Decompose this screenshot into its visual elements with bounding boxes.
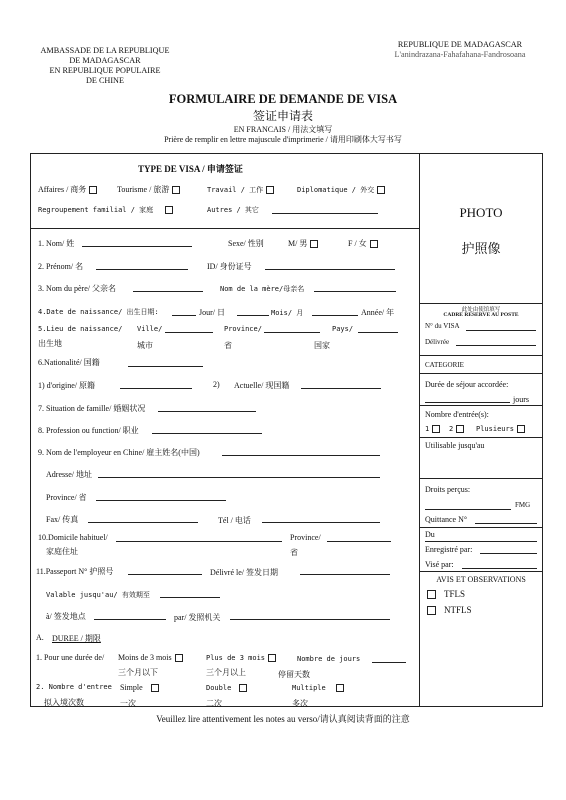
delivre-label: Délivré le/ 签发日期: [210, 568, 278, 577]
employeur-field[interactable]: [222, 455, 380, 456]
form-title-cn: 签证申请表: [252, 109, 313, 123]
delivree-label: Délivrée: [425, 338, 450, 346]
divider: [420, 571, 543, 572]
embassy-line: EN REPUBLIQUE POPULAIRE: [49, 66, 161, 75]
checkbox[interactable]: [377, 186, 385, 194]
moins-cn-label: 三个月以下: [118, 668, 158, 677]
quittance-field[interactable]: [475, 523, 537, 524]
fax-label: Fax/ 传真: [46, 515, 79, 524]
double-cn-label: 二次: [206, 699, 222, 708]
entree-cn-label: 拟入境次数: [44, 698, 84, 707]
nombre-jours-cn-label: 停留天数: [278, 670, 310, 679]
visa-autres-label: Autres / 其它: [207, 206, 259, 214]
photo-label: PHOTO: [459, 205, 503, 220]
divider: [420, 478, 543, 479]
nombre-jours-label: Nombre de jours: [297, 655, 361, 663]
checkbox[interactable]: [239, 684, 247, 692]
double-option[interactable]: [206, 684, 247, 692]
id-field[interactable]: [265, 269, 395, 270]
moins-label: Moins de 3 mois: [118, 653, 172, 662]
actuelle-label: Actuelle/ 现国籍: [234, 381, 290, 390]
province-dom-cn-label: 省: [290, 548, 298, 557]
naissance-label: 4.Date de naissance/ 出生日期:: [38, 308, 159, 316]
checkbox[interactable]: [175, 654, 183, 662]
du-field[interactable]: [425, 541, 537, 542]
language-note: EN FRANCAIS / 用法文填写: [233, 125, 333, 134]
passeport-field[interactable]: [128, 574, 202, 575]
pays-label: Pays/: [332, 325, 354, 333]
enregistre-label: Enregistré par:: [425, 545, 473, 554]
checkbox[interactable]: [151, 684, 159, 692]
prenom-label: 2. Prénom/ 名: [38, 262, 84, 271]
profession-label: 8. Profession ou function/ 职业: [38, 426, 139, 435]
plusieurs-option[interactable]: [476, 425, 525, 433]
origine-label: 1) d'origine/ 原籍: [38, 381, 95, 390]
moins-option[interactable]: [118, 653, 183, 662]
simple-option[interactable]: [120, 683, 159, 692]
province-emp-field[interactable]: [96, 500, 226, 501]
par-field[interactable]: [230, 619, 390, 620]
visa-regroupement-option[interactable]: [38, 205, 173, 215]
province-emp-label: Province/ 省: [46, 493, 87, 502]
nationalite-label: 6.Nationalité/ 国籍: [38, 358, 100, 367]
nombre-entrees-label: Nombre d'entrée(s):: [425, 410, 489, 419]
plus-label: Plus de 3 mois: [206, 654, 266, 662]
simple-label: Simple: [120, 683, 143, 692]
divider: [420, 303, 543, 304]
ville-field[interactable]: [165, 332, 213, 333]
entree-label: 2. Nombre d'entree: [36, 683, 112, 691]
droits-field[interactable]: [425, 509, 511, 510]
instruction-note: Prière de remplir en lettre majuscule d'imprimerie / 请用印刷体大写书写: [164, 135, 402, 144]
sexe-m-option[interactable]: [288, 238, 318, 249]
country-motto: L'anindrazana-Fahafahana-Fandrosoana: [394, 50, 526, 59]
simple-cn-label: 一次: [120, 699, 136, 708]
tel-label: Tél / 电话: [218, 516, 251, 525]
adresse-label: Adresse/ 地址: [46, 470, 92, 479]
a-field[interactable]: [94, 619, 166, 620]
embassy-header: [30, 46, 180, 86]
sexe-f-label: F / 女: [348, 239, 367, 248]
droits-label: Droits perçus:: [425, 485, 471, 494]
pays-field[interactable]: [358, 332, 398, 333]
checkbox[interactable]: [432, 425, 440, 433]
pour-label: 1. Pour une durée de/: [36, 653, 105, 662]
par-label: par/ 发照机关: [174, 613, 221, 622]
checkbox[interactable]: [517, 425, 525, 433]
plusieurs-label: Plusieurs: [476, 425, 514, 433]
nombre-jours-field[interactable]: [372, 662, 406, 663]
visa-no-field[interactable]: [466, 330, 536, 331]
plus-option[interactable]: [206, 654, 276, 662]
actuelle-num: 2): [213, 380, 220, 389]
utilisable-label: Utilisable jusqu'au: [425, 441, 485, 450]
jours-label: jours: [513, 395, 529, 404]
visa-regroupement-label: Regroupement familial / 家庭: [38, 206, 154, 214]
categorie-label: CATEGORIE: [425, 361, 464, 369]
a-label: à/ 签发地点: [46, 612, 86, 621]
sexe-label: Sexe/ 性别: [228, 239, 264, 248]
pere-label: 3. Nom du père/ 父亲名: [38, 284, 116, 293]
pays-cn-label: 国家: [314, 341, 330, 350]
ntfls-label: NTFLS: [444, 605, 472, 615]
province-dom-field[interactable]: [327, 541, 391, 542]
delivre-field[interactable]: [300, 574, 390, 575]
entree-2-label: 2: [449, 425, 454, 433]
domicile-field[interactable]: [116, 541, 282, 542]
divider: [420, 527, 543, 528]
plus-cn-label: 三个月以上: [206, 668, 246, 677]
visa-diplomatique-label: Diplomatique / 外交: [297, 186, 375, 194]
mere-label: Nom de la mère/母亲名: [220, 285, 305, 293]
nom-label: 1. Nom/ 姓: [38, 239, 75, 248]
checkbox[interactable]: [165, 206, 173, 214]
visa-type-heading: TYPE DE VISA / 申请签证: [138, 164, 243, 174]
profession-field[interactable]: [152, 433, 262, 434]
checkbox[interactable]: [456, 425, 464, 433]
jours-field[interactable]: [425, 402, 510, 403]
visa-no-label: N° du VISA: [425, 322, 460, 330]
ville-label: Ville/: [137, 325, 163, 333]
multiple-label: Multiple: [292, 684, 326, 692]
prenom-field[interactable]: [96, 269, 188, 270]
checkbox[interactable]: [310, 240, 318, 248]
double-label: Double: [206, 684, 232, 692]
tfls-option[interactable]: [427, 589, 465, 599]
autres-field[interactable]: [272, 213, 378, 214]
domicile-label: 10.Domicile habituel/: [38, 533, 108, 542]
embassy-line: DE CHINE: [86, 76, 124, 85]
annee-label: Année/ 年: [361, 308, 395, 317]
province-cn-label: 省: [224, 341, 232, 350]
entree-1-label: 1: [425, 425, 430, 433]
country-line: REPUBLIQUE DE MADAGASCAR: [397, 40, 523, 49]
divider: [420, 437, 543, 438]
visa-tourisme-option[interactable]: [117, 184, 180, 195]
footer-note: Veuillez lire attentivement les notes au verso/请认真阅读背面的注意: [156, 714, 410, 724]
checkbox[interactable]: [89, 186, 97, 194]
vise-field[interactable]: [462, 568, 537, 569]
pere-field[interactable]: [133, 291, 203, 292]
mois-label: Mois/ 月: [271, 309, 304, 317]
column-divider: [419, 153, 420, 707]
fmg-label: FMG: [515, 501, 531, 509]
multiple-option[interactable]: [292, 684, 344, 692]
adresse-field[interactable]: [98, 477, 380, 478]
nationalite-field[interactable]: [128, 366, 203, 367]
checkbox[interactable]: [336, 684, 344, 692]
duree-heading-letter: A.: [36, 633, 44, 642]
embassy-line: DE MADAGASCAR: [69, 56, 141, 65]
checkbox[interactable]: [172, 186, 180, 194]
visa-diplomatique-option[interactable]: [297, 185, 385, 195]
divider: [420, 405, 543, 406]
embassy-line: AMBASSADE DE LA REPUBLIQUE: [40, 46, 170, 55]
jour-label: Jour/ 日: [199, 308, 225, 317]
sexe-f-option[interactable]: [348, 238, 378, 249]
ntfls-option[interactable]: [427, 605, 472, 615]
multiple-cn-label: 多次: [292, 699, 308, 708]
checkbox[interactable]: [266, 186, 274, 194]
entree-2-option[interactable]: [449, 425, 464, 433]
visa-travail-label: Travail / 工作: [207, 186, 264, 194]
famille-label: 7. Situation de famille/ 婚姻状况: [38, 404, 146, 413]
visa-affaires-label: Affaires / 商务: [38, 185, 87, 194]
employeur-label: 9. Nom de l'employeur en Chine/ 雇主姓名(中国): [38, 448, 200, 457]
fax-field[interactable]: [88, 522, 198, 523]
province-dom-label: Province/: [290, 533, 321, 542]
country-header: [380, 40, 540, 60]
enregistre-field[interactable]: [480, 553, 537, 554]
checkbox[interactable]: [268, 654, 276, 662]
valable-field[interactable]: [160, 597, 220, 598]
mere-field[interactable]: [314, 291, 396, 292]
province-field[interactable]: [264, 332, 320, 333]
form-title: FORMULAIRE DE DEMANDE DE VISA: [168, 92, 398, 106]
actuelle-field[interactable]: [301, 388, 381, 389]
reserve-label: CADRE RESERVE AU POSTE: [443, 312, 519, 318]
visa-affaires-option[interactable]: [38, 184, 97, 195]
origine-field[interactable]: [120, 388, 192, 389]
lieu-cn-label: 出生地: [38, 339, 62, 348]
id-label: ID/ 身份证号: [207, 262, 252, 271]
delivree-field[interactable]: [456, 345, 536, 346]
checkbox[interactable]: [427, 590, 436, 599]
duree-heading: DUREE / 期限: [52, 634, 101, 643]
avis-heading: AVIS ET OBSERVATIONS: [436, 575, 526, 584]
nom-field[interactable]: [82, 246, 192, 247]
province-label: Province/: [224, 325, 262, 333]
checkbox[interactable]: [370, 240, 378, 248]
sexe-m-label: M/ 男: [288, 239, 308, 248]
divider: [420, 373, 543, 374]
photo-cn-label: 护照像: [461, 241, 501, 256]
visa-tourisme-label: Tourisme / 旅游: [117, 185, 170, 194]
checkbox[interactable]: [427, 606, 436, 615]
du-label: Du: [425, 530, 435, 539]
vise-label: Visé par:: [425, 560, 454, 569]
annee-field[interactable]: [312, 315, 358, 316]
tel-field[interactable]: [262, 522, 380, 523]
reserve-cn-label: 此处由使馆填写: [461, 307, 501, 313]
tfls-label: TFLS: [444, 589, 466, 599]
ville-cn-label: 城市: [137, 341, 153, 350]
domicile-cn-label: 家庭住址: [46, 547, 78, 556]
duree-sejour-label: Durée de séjour accordée:: [425, 380, 509, 389]
famille-field[interactable]: [158, 411, 256, 412]
valable-label: Valable jusqu'au/ 有效期至: [46, 591, 150, 599]
divider: [420, 355, 543, 356]
passeport-label: 11.Passeport N° 护照号: [36, 567, 114, 576]
mois-field[interactable]: [237, 315, 269, 316]
divider: [30, 228, 420, 229]
visa-travail-option[interactable]: [207, 185, 274, 195]
lieu-label: 5.Lieu de naissance/: [38, 325, 123, 333]
quittance-label: Quittance N°: [425, 515, 468, 524]
jour-field[interactable]: [172, 315, 196, 316]
entree-1-option[interactable]: [425, 425, 440, 433]
